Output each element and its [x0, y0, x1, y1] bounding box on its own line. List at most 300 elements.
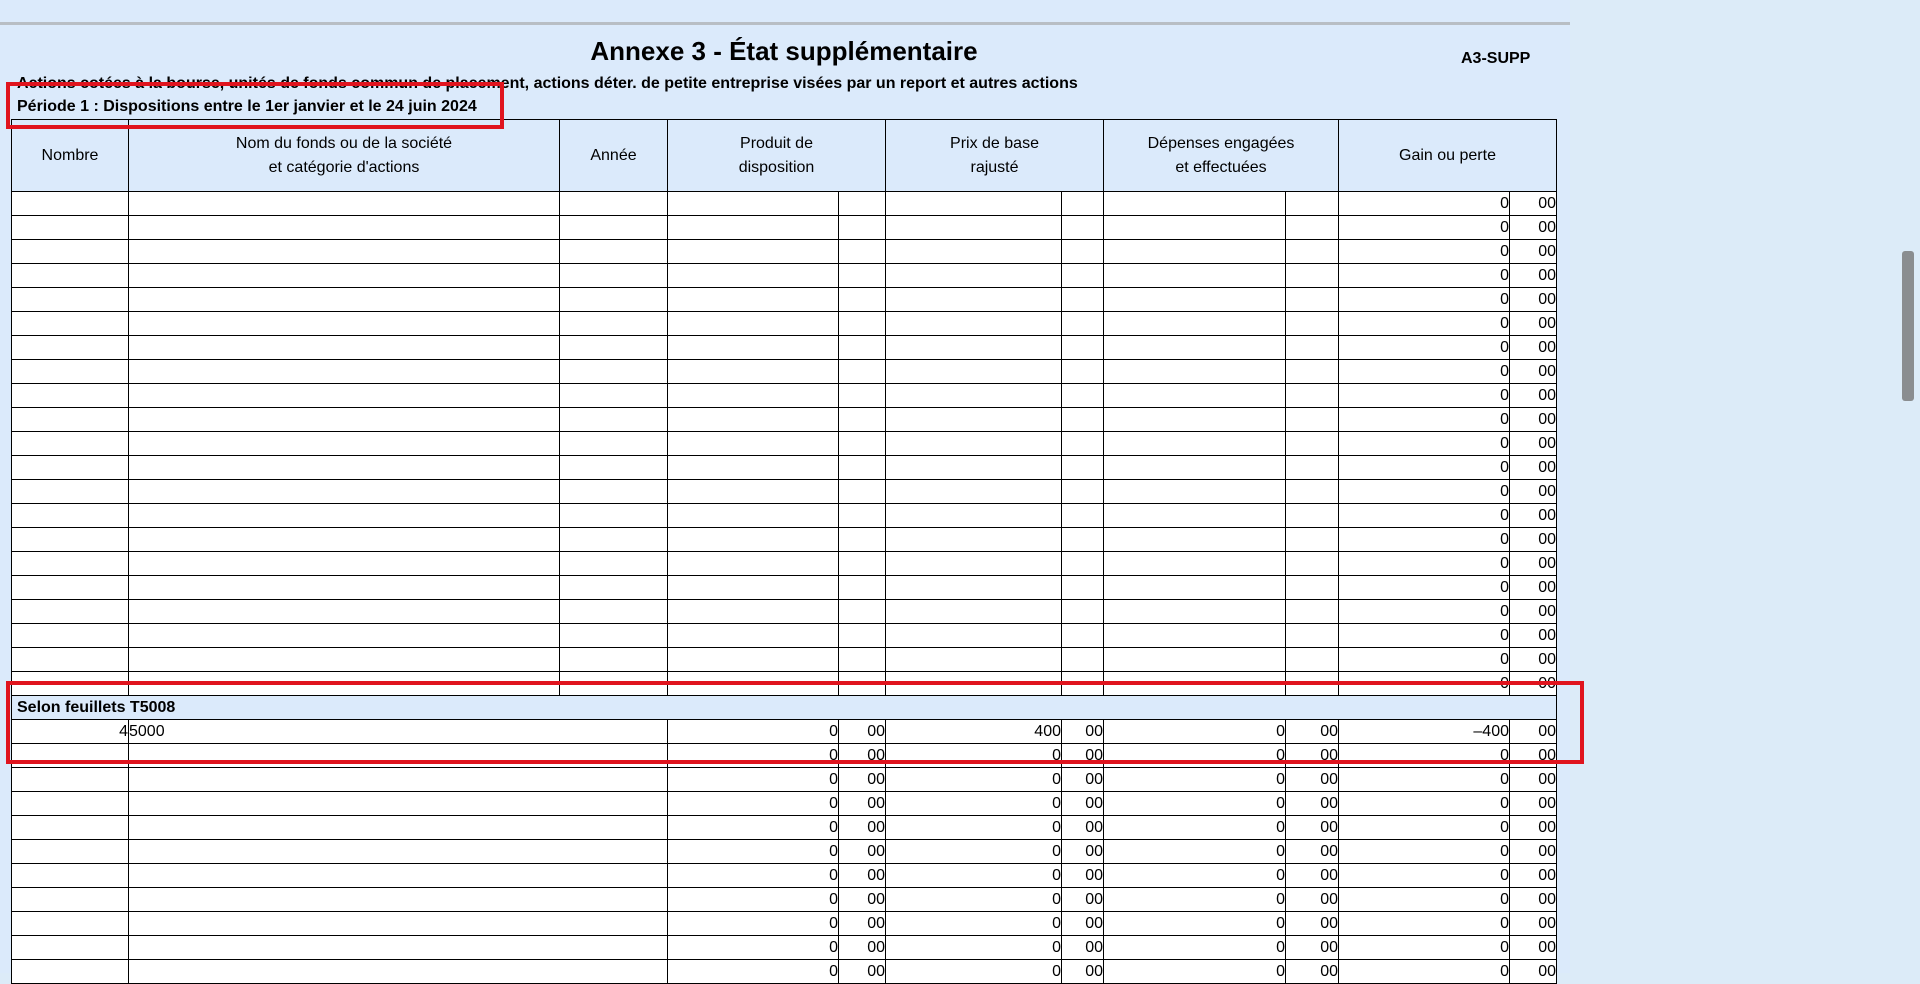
nombre-cell[interactable]	[12, 600, 129, 624]
prix-cell[interactable]	[886, 264, 1062, 288]
prix-cents-cell[interactable]	[1062, 456, 1104, 480]
nom-cell[interactable]: 5000	[129, 720, 668, 744]
nombre-cell[interactable]	[12, 840, 129, 864]
table-row	[12, 960, 1557, 984]
prix-cents-cell[interactable]	[1062, 192, 1104, 216]
prix-cell[interactable]	[886, 384, 1062, 408]
annee-cell[interactable]	[560, 624, 668, 648]
nombre-cell[interactable]	[12, 960, 129, 984]
depenses-cents-cell[interactable]: 00	[1286, 720, 1339, 744]
gain-cents-cell: 00	[1510, 888, 1557, 912]
depenses-cents-cell[interactable]: 00	[1286, 888, 1339, 912]
produit-cell[interactable]	[668, 456, 839, 480]
depenses-cents-cell[interactable]	[1286, 504, 1339, 528]
depenses-cents-cell[interactable]: 00	[1286, 840, 1339, 864]
depenses-cents-cell[interactable]	[1286, 480, 1339, 504]
depenses-cents-cell[interactable]	[1286, 552, 1339, 576]
nom-cell[interactable]	[129, 744, 668, 768]
prix-cell[interactable]	[886, 648, 1062, 672]
prix-cents-cell[interactable]	[1062, 672, 1104, 696]
gain-cell: 0	[1339, 288, 1510, 312]
produit-cents-cell[interactable]	[839, 216, 886, 240]
produit-cell[interactable]: 0	[668, 864, 839, 888]
nom-cell[interactable]	[129, 456, 560, 480]
header-depenses	[1104, 120, 1339, 192]
produit-cell[interactable]	[668, 432, 839, 456]
depenses-cell[interactable]	[1104, 288, 1286, 312]
nom-cell[interactable]	[129, 960, 668, 984]
prix-cell[interactable]	[886, 216, 1062, 240]
prix-cents-cell[interactable]: 00	[1062, 840, 1104, 864]
prix-cents-cell[interactable]: 00	[1062, 864, 1104, 888]
nombre-cell[interactable]	[12, 552, 129, 576]
produit-cents-cell[interactable]: 00	[839, 912, 886, 936]
nombre-cell[interactable]	[12, 672, 129, 696]
depenses-cell[interactable]	[1104, 264, 1286, 288]
prix-cents-cell[interactable]	[1062, 624, 1104, 648]
depenses-cell[interactable]	[1104, 552, 1286, 576]
produit-cents-cell[interactable]: 00	[839, 960, 886, 984]
prix-cents-cell[interactable]	[1062, 360, 1104, 384]
produit-cents-cell[interactable]	[839, 384, 886, 408]
produit-cents-cell[interactable]	[839, 336, 886, 360]
depenses-cell[interactable]: 0	[1104, 864, 1286, 888]
depenses-cell[interactable]	[1104, 480, 1286, 504]
prix-cents-cell[interactable]	[1062, 288, 1104, 312]
depenses-cents-cell[interactable]	[1286, 648, 1339, 672]
prix-cents-cell[interactable]	[1062, 648, 1104, 672]
annee-cell[interactable]	[560, 528, 668, 552]
nombre-cell[interactable]	[12, 624, 129, 648]
depenses-cents-cell[interactable]: 00	[1286, 960, 1339, 984]
nombre-cell[interactable]	[12, 384, 129, 408]
nombre-cell[interactable]	[12, 576, 129, 600]
nom-cell[interactable]	[129, 408, 560, 432]
depenses-cents-cell[interactable]	[1286, 624, 1339, 648]
prix-cell[interactable]: 400	[886, 720, 1062, 744]
annee-cell[interactable]	[560, 264, 668, 288]
nombre-cell[interactable]: 4	[12, 720, 129, 744]
produit-cents-cell[interactable]: 00	[839, 720, 886, 744]
prix-cell[interactable]	[886, 336, 1062, 360]
prix-cents-cell[interactable]: 00	[1062, 960, 1104, 984]
header-annee	[560, 120, 668, 192]
nom-cell[interactable]	[129, 528, 560, 552]
produit-cell[interactable]: 0	[668, 888, 839, 912]
depenses-cents-cell[interactable]: 00	[1286, 816, 1339, 840]
annee-cell[interactable]	[560, 360, 668, 384]
depenses-cell[interactable]	[1104, 408, 1286, 432]
nom-cell[interactable]	[129, 792, 668, 816]
nombre-cell[interactable]	[12, 264, 129, 288]
produit-cents-cell[interactable]: 00	[839, 936, 886, 960]
produit-cell[interactable]	[668, 216, 839, 240]
nombre-cell[interactable]	[12, 336, 129, 360]
depenses-cell[interactable]	[1104, 360, 1286, 384]
produit-cents-cell[interactable]: 00	[839, 840, 886, 864]
nombre-cell[interactable]	[12, 432, 129, 456]
depenses-cell[interactable]	[1104, 384, 1286, 408]
nom-cell[interactable]	[129, 336, 560, 360]
prix-cents-cell[interactable]	[1062, 216, 1104, 240]
nombre-cell[interactable]	[12, 888, 129, 912]
depenses-cents-cell[interactable]	[1286, 216, 1339, 240]
nom-cell[interactable]	[129, 864, 668, 888]
depenses-cents-cell[interactable]	[1286, 360, 1339, 384]
depenses-cents-cell[interactable]: 00	[1286, 936, 1339, 960]
produit-cents-cell[interactable]	[839, 240, 886, 264]
nom-cell[interactable]	[129, 480, 560, 504]
prix-cents-cell[interactable]	[1062, 528, 1104, 552]
produit-cents-cell[interactable]: 00	[839, 864, 886, 888]
depenses-cell[interactable]: 0	[1104, 960, 1286, 984]
depenses-cell[interactable]	[1104, 192, 1286, 216]
nombre-cell[interactable]	[12, 768, 129, 792]
nom-cell[interactable]	[129, 816, 668, 840]
annee-cell[interactable]	[560, 648, 668, 672]
depenses-cell[interactable]	[1104, 672, 1286, 696]
nom-cell[interactable]	[129, 312, 560, 336]
nom-cell[interactable]	[129, 936, 668, 960]
nombre-cell[interactable]	[12, 408, 129, 432]
produit-cents-cell[interactable]: 00	[839, 792, 886, 816]
nombre-cell[interactable]	[12, 240, 129, 264]
produit-cents-cell[interactable]	[839, 648, 886, 672]
depenses-cents-cell[interactable]	[1286, 336, 1339, 360]
prix-cents-cell[interactable]	[1062, 552, 1104, 576]
nom-cell[interactable]	[129, 432, 560, 456]
annee-cell[interactable]	[560, 384, 668, 408]
produit-cents-cell[interactable]	[839, 456, 886, 480]
prix-cents-cell[interactable]	[1062, 240, 1104, 264]
nom-cell[interactable]	[129, 552, 560, 576]
vertical-scrollbar[interactable]	[1898, 0, 1920, 973]
gain-cell: 0	[1339, 672, 1510, 696]
prix-cell[interactable]: 0	[886, 840, 1062, 864]
depenses-cents-cell[interactable]	[1286, 384, 1339, 408]
depenses-cell[interactable]: 0	[1104, 936, 1286, 960]
nombre-cell[interactable]	[12, 648, 129, 672]
depenses-cell[interactable]	[1104, 576, 1286, 600]
depenses-cents-cell[interactable]	[1286, 264, 1339, 288]
nombre-cell[interactable]	[12, 504, 129, 528]
nombre-cell[interactable]	[12, 288, 129, 312]
prix-cell[interactable]: 0	[886, 960, 1062, 984]
produit-cents-cell[interactable]	[839, 312, 886, 336]
nom-cell[interactable]	[129, 912, 668, 936]
depenses-cell[interactable]	[1104, 600, 1286, 624]
nombre-cell[interactable]	[12, 936, 129, 960]
nom-cell[interactable]	[129, 216, 560, 240]
depenses-cents-cell[interactable]	[1286, 192, 1339, 216]
nombre-cell[interactable]	[12, 864, 129, 888]
depenses-cents-cell[interactable]	[1286, 600, 1339, 624]
depenses-cents-cell[interactable]	[1286, 432, 1339, 456]
prix-cents-cell[interactable]	[1062, 432, 1104, 456]
prix-cents-cell[interactable]: 00	[1062, 768, 1104, 792]
prix-cell[interactable]	[886, 240, 1062, 264]
prix-cell[interactable]	[886, 312, 1062, 336]
prix-cell[interactable]	[886, 360, 1062, 384]
produit-cell[interactable]: 0	[668, 744, 839, 768]
depenses-cents-cell[interactable]: 00	[1286, 768, 1339, 792]
nom-cell[interactable]	[129, 240, 560, 264]
depenses-cell[interactable]	[1104, 504, 1286, 528]
nombre-cell[interactable]	[12, 360, 129, 384]
nombre-cell[interactable]	[12, 792, 129, 816]
annee-cell[interactable]	[560, 192, 668, 216]
annee-cell[interactable]	[560, 552, 668, 576]
nom-cell[interactable]	[129, 672, 560, 696]
nom-cell[interactable]	[129, 504, 560, 528]
prix-cents-cell[interactable]	[1062, 384, 1104, 408]
prix-cell[interactable]	[886, 456, 1062, 480]
prix-cents-cell[interactable]: 00	[1062, 888, 1104, 912]
nom-cell[interactable]	[129, 888, 668, 912]
produit-cents-cell[interactable]	[839, 408, 886, 432]
produit-cents-cell[interactable]	[839, 480, 886, 504]
annee-cell[interactable]	[560, 456, 668, 480]
depenses-cents-cell[interactable]	[1286, 288, 1339, 312]
produit-cell[interactable]: 0	[668, 768, 839, 792]
prix-cell[interactable]	[886, 576, 1062, 600]
nombre-cell[interactable]	[12, 312, 129, 336]
gain-cents-cell: 00	[1510, 864, 1557, 888]
produit-cell[interactable]	[668, 312, 839, 336]
produit-cell[interactable]	[668, 264, 839, 288]
prix-cents-cell[interactable]: 00	[1062, 720, 1104, 744]
depenses-cents-cell[interactable]: 00	[1286, 912, 1339, 936]
prix-cell[interactable]: 0	[886, 744, 1062, 768]
prix-cell[interactable]	[886, 408, 1062, 432]
depenses-cell[interactable]	[1104, 240, 1286, 264]
prix-cents-cell[interactable]	[1062, 336, 1104, 360]
prix-cell[interactable]	[886, 672, 1062, 696]
nom-cell[interactable]	[129, 192, 560, 216]
produit-cents-cell[interactable]	[839, 552, 886, 576]
prix-cents-cell[interactable]	[1062, 408, 1104, 432]
prix-cents-cell[interactable]: 00	[1062, 912, 1104, 936]
annee-cell[interactable]	[560, 432, 668, 456]
nom-cell[interactable]	[129, 840, 668, 864]
produit-cents-cell[interactable]	[839, 432, 886, 456]
gain-cents-cell: 00	[1510, 264, 1557, 288]
scrollbar-thumb[interactable]	[1902, 251, 1914, 401]
produit-cell[interactable]	[668, 336, 839, 360]
produit-cell[interactable]: 0	[668, 792, 839, 816]
nom-cell[interactable]	[129, 288, 560, 312]
prix-cents-cell[interactable]	[1062, 600, 1104, 624]
prix-cell[interactable]	[886, 192, 1062, 216]
depenses-cell[interactable]: 0	[1104, 720, 1286, 744]
prix-cell[interactable]: 0	[886, 888, 1062, 912]
prix-cell[interactable]	[886, 624, 1062, 648]
depenses-cents-cell[interactable]	[1286, 408, 1339, 432]
produit-cell[interactable]: 0	[668, 912, 839, 936]
produit-cents-cell[interactable]	[839, 360, 886, 384]
nombre-cell[interactable]	[12, 744, 129, 768]
annee-cell[interactable]	[560, 408, 668, 432]
produit-cell[interactable]	[668, 408, 839, 432]
produit-cents-cell[interactable]	[839, 528, 886, 552]
nombre-cell[interactable]	[12, 912, 129, 936]
nombre-cell[interactable]	[12, 480, 129, 504]
produit-cents-cell[interactable]: 00	[839, 816, 886, 840]
prix-cell[interactable]	[886, 600, 1062, 624]
produit-cents-cell[interactable]	[839, 288, 886, 312]
nombre-cell[interactable]	[12, 456, 129, 480]
produit-cell[interactable]	[668, 600, 839, 624]
gain-cell: 0	[1339, 912, 1510, 936]
annee-cell[interactable]	[560, 480, 668, 504]
produit-cents-cell[interactable]: 00	[839, 744, 886, 768]
depenses-cents-cell[interactable]	[1286, 456, 1339, 480]
produit-cents-cell[interactable]: 00	[839, 888, 886, 912]
produit-cents-cell[interactable]: 00	[839, 768, 886, 792]
prix-cell[interactable]	[886, 504, 1062, 528]
produit-cents-cell[interactable]	[839, 600, 886, 624]
produit-cell[interactable]	[668, 528, 839, 552]
depenses-cell[interactable]	[1104, 216, 1286, 240]
prix-cell[interactable]	[886, 288, 1062, 312]
annee-cell[interactable]	[560, 336, 668, 360]
nombre-cell[interactable]	[12, 528, 129, 552]
annee-cell[interactable]	[560, 672, 668, 696]
depenses-cell[interactable]: 0	[1104, 888, 1286, 912]
produit-cell[interactable]: 0	[668, 840, 839, 864]
nombre-cell[interactable]	[12, 192, 129, 216]
prix-cents-cell[interactable]	[1062, 312, 1104, 336]
depenses-cell[interactable]	[1104, 456, 1286, 480]
prix-cell[interactable]	[886, 552, 1062, 576]
prix-cents-cell[interactable]	[1062, 480, 1104, 504]
table-row	[12, 288, 1557, 312]
annee-cell[interactable]	[560, 576, 668, 600]
nom-cell[interactable]	[129, 768, 668, 792]
prix-cell[interactable]: 0	[886, 768, 1062, 792]
produit-cell[interactable]	[668, 504, 839, 528]
annee-cell[interactable]	[560, 288, 668, 312]
prix-cents-cell[interactable]	[1062, 504, 1104, 528]
depenses-cents-cell[interactable]: 00	[1286, 792, 1339, 816]
produit-cell[interactable]	[668, 672, 839, 696]
depenses-cell[interactable]	[1104, 648, 1286, 672]
produit-cell[interactable]	[668, 648, 839, 672]
table-row	[12, 192, 1557, 216]
produit-cell[interactable]: 0	[668, 720, 839, 744]
prix-cell[interactable]: 0	[886, 912, 1062, 936]
depenses-cell[interactable]	[1104, 528, 1286, 552]
produit-cell[interactable]	[668, 480, 839, 504]
gain-cell: 0	[1339, 240, 1510, 264]
nombre-cell[interactable]	[12, 216, 129, 240]
produit-cents-cell[interactable]	[839, 192, 886, 216]
nom-cell[interactable]	[129, 360, 560, 384]
produit-cents-cell[interactable]	[839, 576, 886, 600]
depenses-cell[interactable]	[1104, 624, 1286, 648]
annee-cell[interactable]	[560, 504, 668, 528]
produit-cell[interactable]	[668, 384, 839, 408]
gain-cents-cell: 00	[1510, 648, 1557, 672]
prix-cell[interactable]	[886, 528, 1062, 552]
nom-cell[interactable]	[129, 576, 560, 600]
prix-cell[interactable]: 0	[886, 864, 1062, 888]
depenses-cell[interactable]: 0	[1104, 912, 1286, 936]
produit-cents-cell[interactable]	[839, 504, 886, 528]
produit-cell[interactable]	[668, 240, 839, 264]
header-gain	[1339, 120, 1557, 192]
table-row	[12, 768, 1557, 792]
depenses-cents-cell[interactable]	[1286, 672, 1339, 696]
depenses-cell[interactable]: 0	[1104, 840, 1286, 864]
gain-cents-cell: 00	[1510, 360, 1557, 384]
prix-cents-cell[interactable]	[1062, 264, 1104, 288]
prix-cell[interactable]: 0	[886, 936, 1062, 960]
prix-cell[interactable]: 0	[886, 816, 1062, 840]
prix-cell[interactable]	[886, 432, 1062, 456]
prix-cents-cell[interactable]: 00	[1062, 792, 1104, 816]
produit-cents-cell[interactable]	[839, 624, 886, 648]
depenses-cents-cell[interactable]: 00	[1286, 744, 1339, 768]
produit-cell[interactable]	[668, 288, 839, 312]
nombre-cell[interactable]	[12, 816, 129, 840]
prix-cents-cell[interactable]	[1062, 576, 1104, 600]
depenses-cents-cell[interactable]	[1286, 312, 1339, 336]
annee-cell[interactable]	[560, 216, 668, 240]
gain-cell: 0	[1339, 456, 1510, 480]
produit-cell[interactable]	[668, 192, 839, 216]
table-row	[12, 456, 1557, 480]
depenses-cell[interactable]: 0	[1104, 744, 1286, 768]
produit-cents-cell[interactable]	[839, 672, 886, 696]
depenses-cell[interactable]	[1104, 336, 1286, 360]
nom-cell[interactable]	[129, 600, 560, 624]
prix-cents-cell[interactable]: 00	[1062, 936, 1104, 960]
annee-cell[interactable]	[560, 312, 668, 336]
nom-cell[interactable]	[129, 264, 560, 288]
depenses-cents-cell[interactable]: 00	[1286, 864, 1339, 888]
top-divider	[0, 22, 1570, 25]
gain-cell: 0	[1339, 576, 1510, 600]
annee-cell[interactable]	[560, 240, 668, 264]
depenses-cents-cell[interactable]	[1286, 240, 1339, 264]
produit-cell[interactable]: 0	[668, 816, 839, 840]
prix-cell[interactable]	[886, 480, 1062, 504]
produit-cell[interactable]	[668, 624, 839, 648]
nom-cell[interactable]	[129, 648, 560, 672]
nom-cell[interactable]	[129, 624, 560, 648]
prix-cell[interactable]: 0	[886, 792, 1062, 816]
depenses-cents-cell[interactable]	[1286, 528, 1339, 552]
produit-cell[interactable]	[668, 552, 839, 576]
depenses-cell[interactable]	[1104, 312, 1286, 336]
depenses-cell[interactable]: 0	[1104, 792, 1286, 816]
depenses-cell[interactable]: 0	[1104, 768, 1286, 792]
nom-cell[interactable]	[129, 384, 560, 408]
gain-cell: 0	[1339, 864, 1510, 888]
produit-cell[interactable]: 0	[668, 960, 839, 984]
annee-cell[interactable]	[560, 600, 668, 624]
produit-cents-cell[interactable]	[839, 264, 886, 288]
produit-cell[interactable]: 0	[668, 936, 839, 960]
depenses-cell[interactable]: 0	[1104, 816, 1286, 840]
produit-cell[interactable]	[668, 360, 839, 384]
depenses-cents-cell[interactable]	[1286, 576, 1339, 600]
depenses-cell[interactable]	[1104, 432, 1286, 456]
prix-cents-cell[interactable]: 00	[1062, 744, 1104, 768]
produit-cell[interactable]	[668, 576, 839, 600]
prix-cents-cell[interactable]: 00	[1062, 816, 1104, 840]
